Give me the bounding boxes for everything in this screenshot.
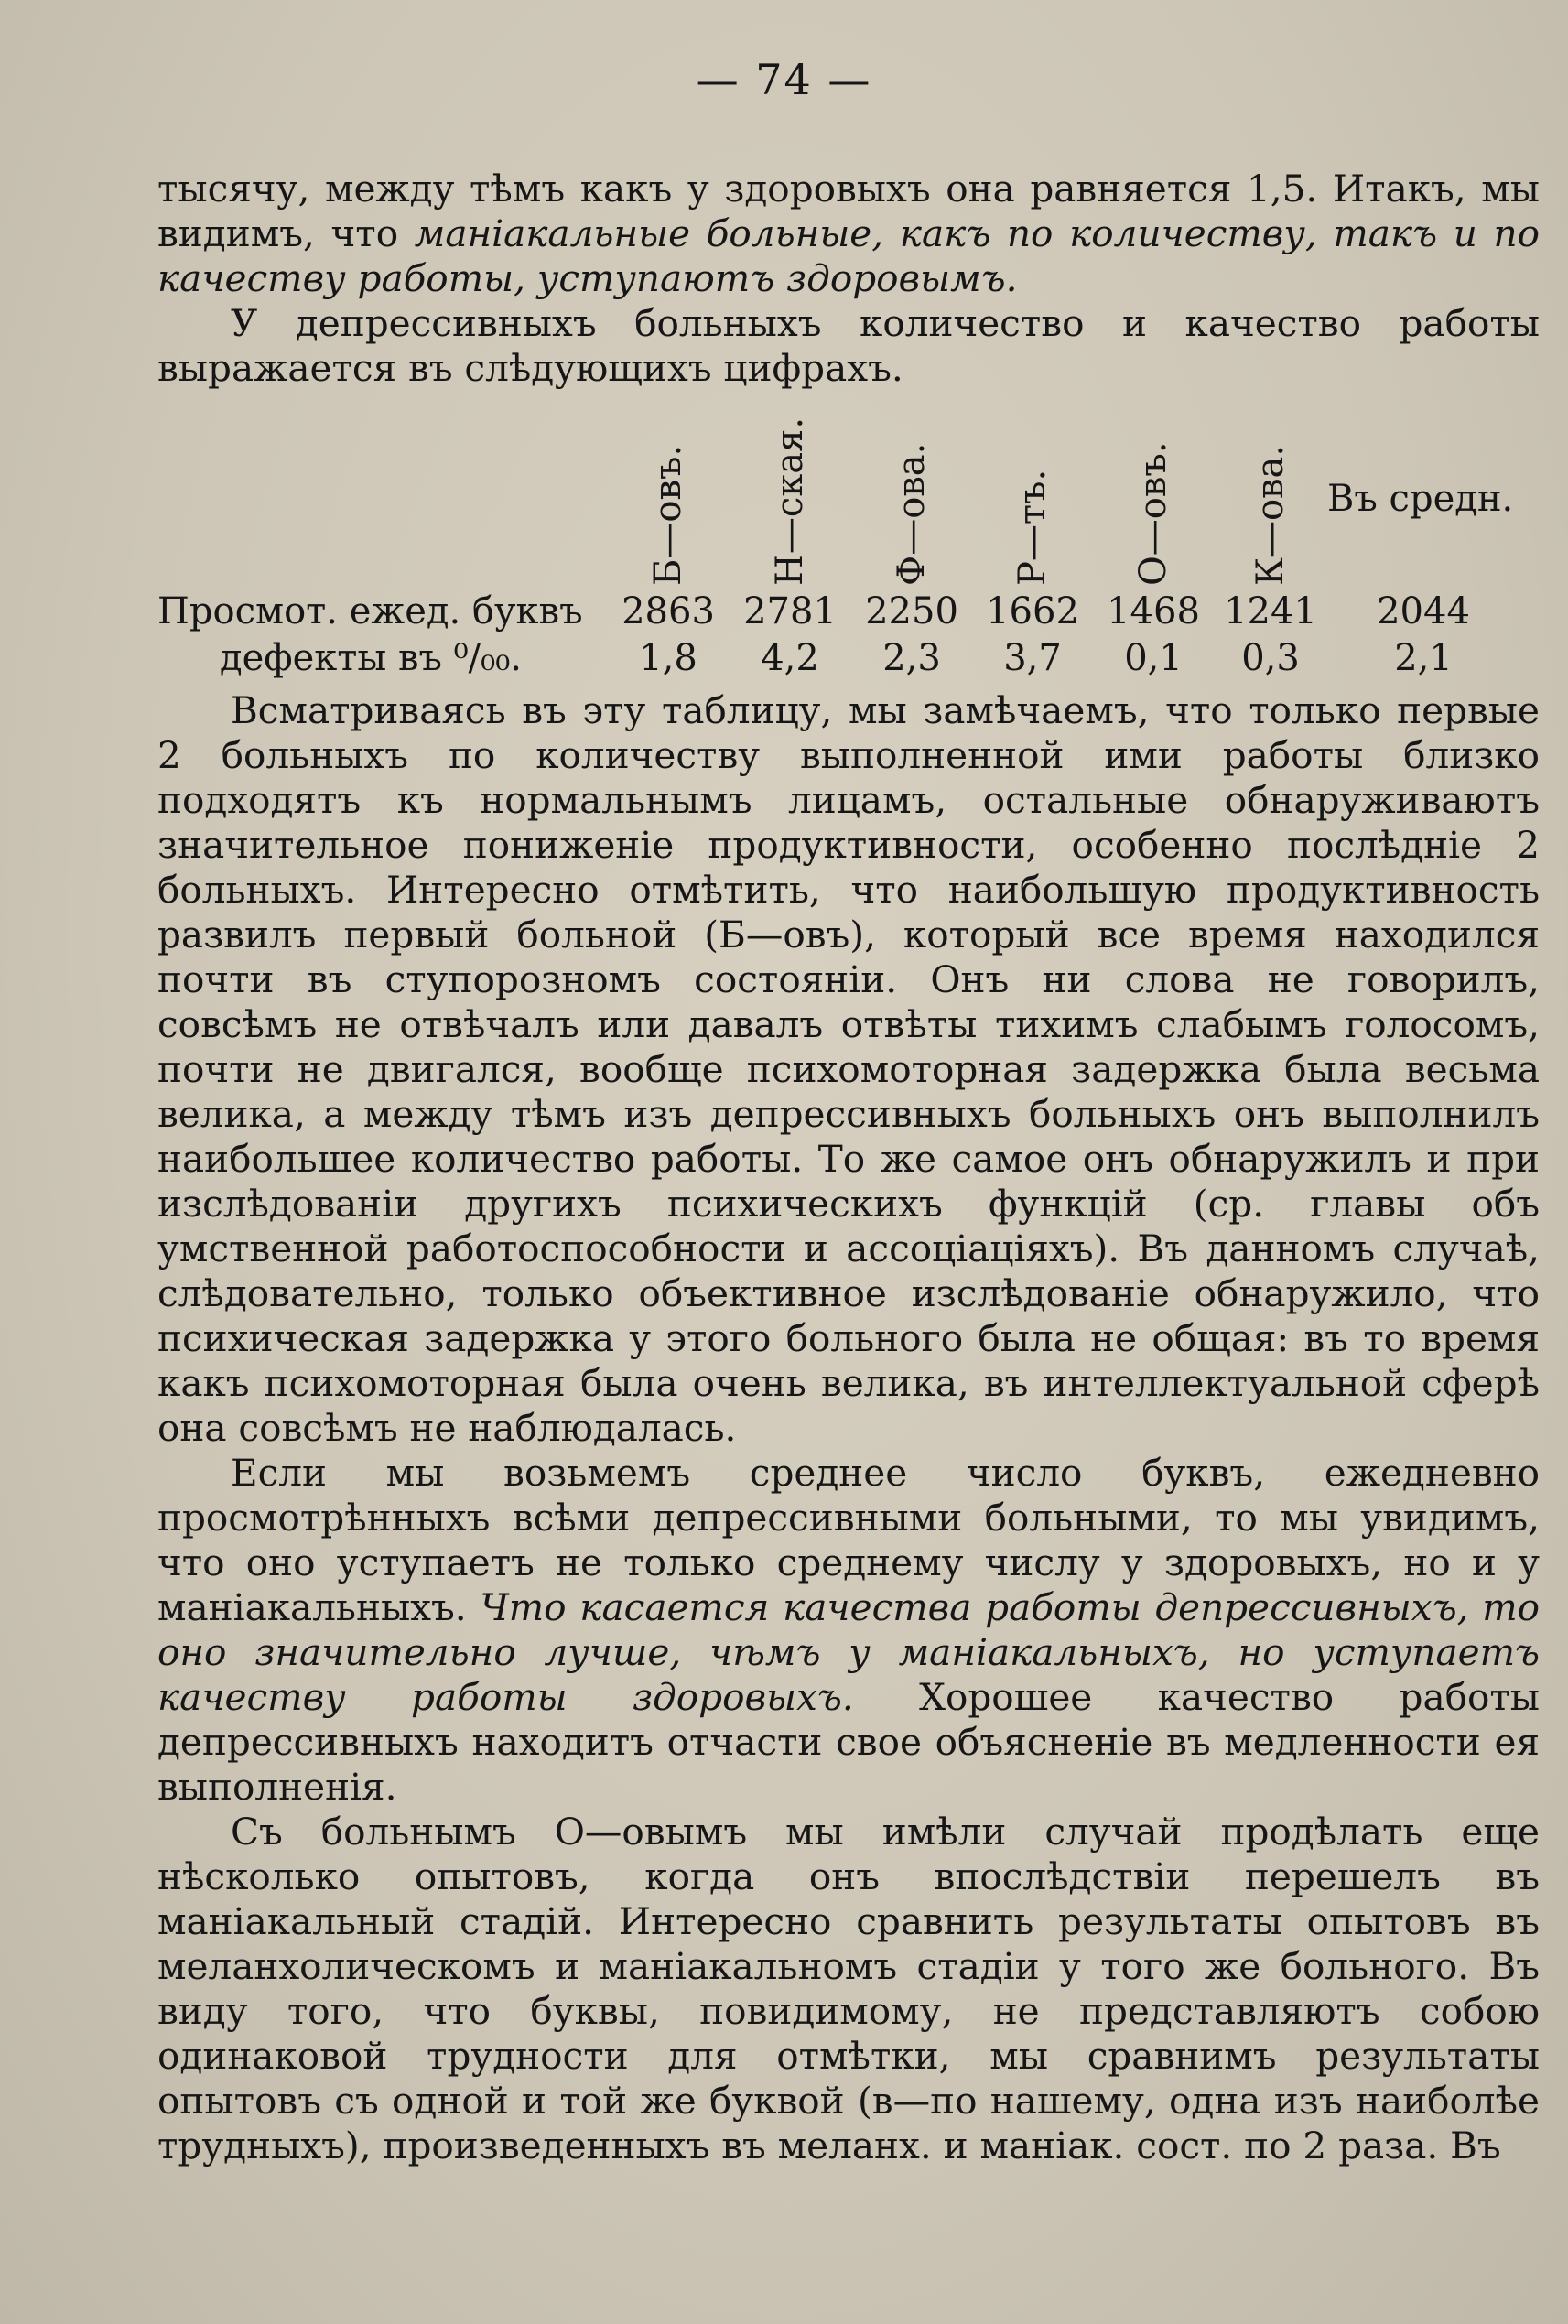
paragraph-text-italic: маніакальные больные, какъ по количеству, такъ и по качеству работы, уступаютъ здоровымъ. — [157, 211, 1540, 300]
paragraph — [157, 1451, 1540, 1810]
table-cell: 3,7 — [1003, 637, 1062, 679]
paragraph — [157, 301, 1540, 391]
table-cell-average: 2044 — [1377, 590, 1470, 632]
column-header: О—овъ. — [1132, 441, 1174, 586]
column-header: Б—овъ. — [647, 444, 689, 586]
column-header: Н—ская. — [769, 416, 811, 586]
table-cell-average: 2,1 — [1394, 637, 1453, 679]
table-cell: 1,8 — [639, 637, 697, 679]
column-header: К—ова. — [1249, 444, 1292, 586]
table-cell: 0,3 — [1241, 637, 1300, 679]
text-block-top — [157, 167, 1540, 391]
paragraph-text: Если мы возьмемъ среднее число буквъ, ежедневно просмотрѣнныхъ всѣми депрессивными больными, то мы увидимъ, что оно уступаетъ не только среднему числу у здоровыхъ, но и у маніакальныхъ. — [157, 1451, 1540, 1629]
table-cell: 1468 — [1107, 590, 1200, 632]
paragraph-text-italic: Что касается качества работы депрессивныхъ, то оно значительно лучше, чѣмъ у маніакальныхъ, но уступаетъ качеству работы здоровыхъ. — [157, 1585, 1541, 1719]
table-cell: 2,3 — [882, 637, 941, 679]
paragraph — [157, 688, 1540, 1451]
table-cell: 4,2 — [761, 637, 819, 679]
table-cell: 2781 — [743, 590, 837, 632]
table-cell: 2863 — [622, 590, 715, 632]
page-number: — 74 — — [696, 55, 872, 104]
data-table — [0, 403, 1568, 686]
column-header: Р—тъ. — [1011, 469, 1054, 586]
paragraph-text: Всматриваясь въ эту таблицу, мы замѣчаемъ, что только первые 2 больныхъ по количеству выполненной ими работы близко подходятъ къ нормальнымъ лицамъ, остальные обнаруживаютъ значительное пониженіе продуктивности, особенно послѣдніе 2 больныхъ. Интересно отмѣтить, что наибольшую продуктивность развилъ первый больной (Б—овъ), который все время находился почти въ ступорозномъ состояніи. Онъ ни слова не говорилъ, совсѣмъ не отвѣчалъ или давалъ отвѣты тихимъ слабымъ голосомъ, почти не двигался, вообще психомоторная задержка была весьма велика, а между тѣмъ изъ депрессивныхъ больныхъ онъ выполнилъ наибольшее количество работы. То же самое онъ обнаружилъ и при изслѣдованіи другихъ психическихъ функцій (ср. главы объ умственной работоспособности и ассоціаціяхъ). Въ данномъ случаѣ, слѣдовательно, только объективное изслѣдованіе обнаружило, что психическая задержка у этого больного была не общая: въ то время какъ психомоторная была очень велика, въ интеллектуальной сферѣ она совсѣмъ не наблюдалась. — [157, 688, 1540, 1450]
row-label: дефекты въ ⁰/₀₀. — [220, 637, 522, 679]
paragraph — [157, 1810, 1540, 2168]
paragraph-text: тысячу, между тѣмъ какъ у здоровыхъ она равняется 1,5. Итакъ, мы видимъ, что — [157, 167, 1540, 255]
paragraph-text: Хорошее качество работы депрессивныхъ находитъ отчасти свое объясненіе въ медленности ея выполненія. — [157, 1675, 1541, 1809]
column-header: Ф—ова. — [891, 442, 933, 586]
row-label: Просмот. ежед. буквъ — [157, 590, 583, 632]
table-cell: 2250 — [865, 590, 958, 632]
paragraph-text: У депрессивныхъ больныхъ количество и качество работы выражается въ слѣдующихъ цифрахъ. — [157, 301, 1540, 390]
paragraph-text: Съ больнымъ О—овымъ мы имѣли случай продѣлать еще нѣсколько опытовъ, когда онъ впослѣдствіи перешелъ въ маніакальный стадій. Интересно сравнить результаты опытовъ въ меланхолическомъ и маніакальномъ стадіи у того же больного. Въ виду того, что буквы, повидимому, не представляютъ собою одинаковой трудности для отмѣтки, мы сравнимъ результаты опытовъ съ одной и той же буквой (в—по нашему, одна изъ наиболѣе трудныхъ), произведенныхъ въ меланх. и маніак. сост. по 2 раза. Въ — [157, 1810, 1540, 2167]
table-cell: 1241 — [1224, 590, 1317, 632]
average-header: Въ средн. — [1327, 478, 1514, 520]
table-cell: 0,1 — [1124, 637, 1183, 679]
paragraph — [157, 167, 1540, 301]
text-block-bottom — [157, 688, 1540, 2168]
table-cell: 1662 — [986, 590, 1079, 632]
